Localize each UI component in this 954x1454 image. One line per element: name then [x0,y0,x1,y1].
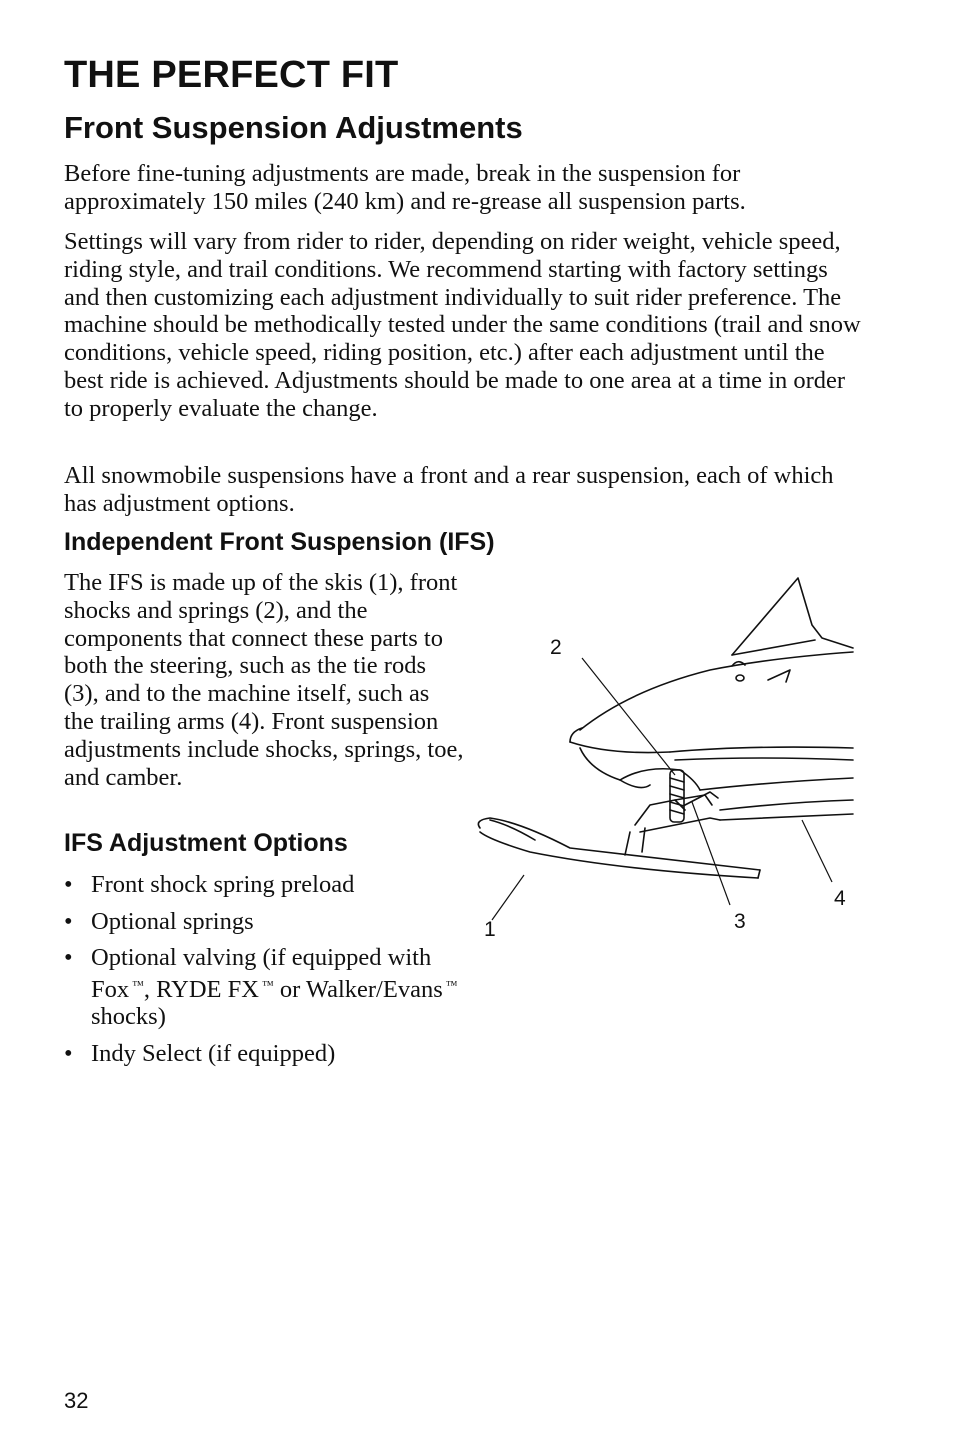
intro-paragraph-3: All snowmobile suspensions have a front and a rear suspension, each of which has adjustment options. [64,462,834,517]
bullet-icon: • [64,944,73,971]
list-item [64,871,464,899]
bullet-icon: • [64,907,73,935]
options-heading: IFS Adjustment Options [64,829,348,857]
snowmobile-front-suspension-illustration [470,570,860,950]
list-item [64,944,464,1031]
options-list [64,871,464,1076]
bullet-icon: • [64,1039,73,1067]
trademark-symbol: ™ [445,977,458,992]
intro-paragraph-1: Before fine-tuning adjustments are made, break in the suspension for approximately 150 miles (240 km) and re-grease all suspension parts. [64,160,746,215]
list-item [64,1040,464,1068]
list-item-text: Indy Select (if equipped) [91,1039,336,1067]
list-item-text: Optional valving (if equipped with Fox [91,944,432,1003]
intro-paragraph-2: Settings will vary from rider to rider, depending on rider weight, vehicle speed, riding style, and trail conditions. We recommend starting with factory settings and then customizing each adjustment individually to suit rider preference. The machine should be methodically tested under the same conditions (trail and snow conditions, vehicle speed, riding position, etc.) after each adjustment until the best ride is achieved. Adjustments should be made to one area at a time in order to properly evaluate the change. [64,228,861,422]
callout-label-3: 3 [734,910,746,933]
callout-label-4: 4 [834,887,846,910]
page-title: THE PERFECT FIT [64,54,399,96]
trademark-symbol: ™ [261,977,274,992]
bullet-icon: • [64,871,73,898]
section-title: Front Suspension Adjustments [64,110,523,145]
callout-label-2: 2 [550,636,562,659]
list-item-text: or Walker/Evans [273,975,443,1003]
list-item [64,908,464,936]
ifs-heading: Independent Front Suspension (IFS) [64,528,495,556]
list-item-text: , RYDE FX [143,975,259,1003]
callout-label-1: 1 [484,918,496,941]
list-item-text: shocks) [91,1003,166,1030]
ifs-paragraph: The IFS is made up of the skis (1), front shocks and springs (2), and the components that connect these parts to both the steering, such as the tie rods (3), and to the machine itself, such as the trailing arms (4). Front suspension adjustments include shocks, springs, toe, and camber. [64,569,464,791]
trademark-symbol: ™ [132,977,144,992]
page-number: 32 [64,1388,89,1413]
snowmobile-figure [470,570,860,950]
list-item-text: Optional springs [91,907,254,935]
list-item-text: Front shock spring preload [91,871,355,898]
